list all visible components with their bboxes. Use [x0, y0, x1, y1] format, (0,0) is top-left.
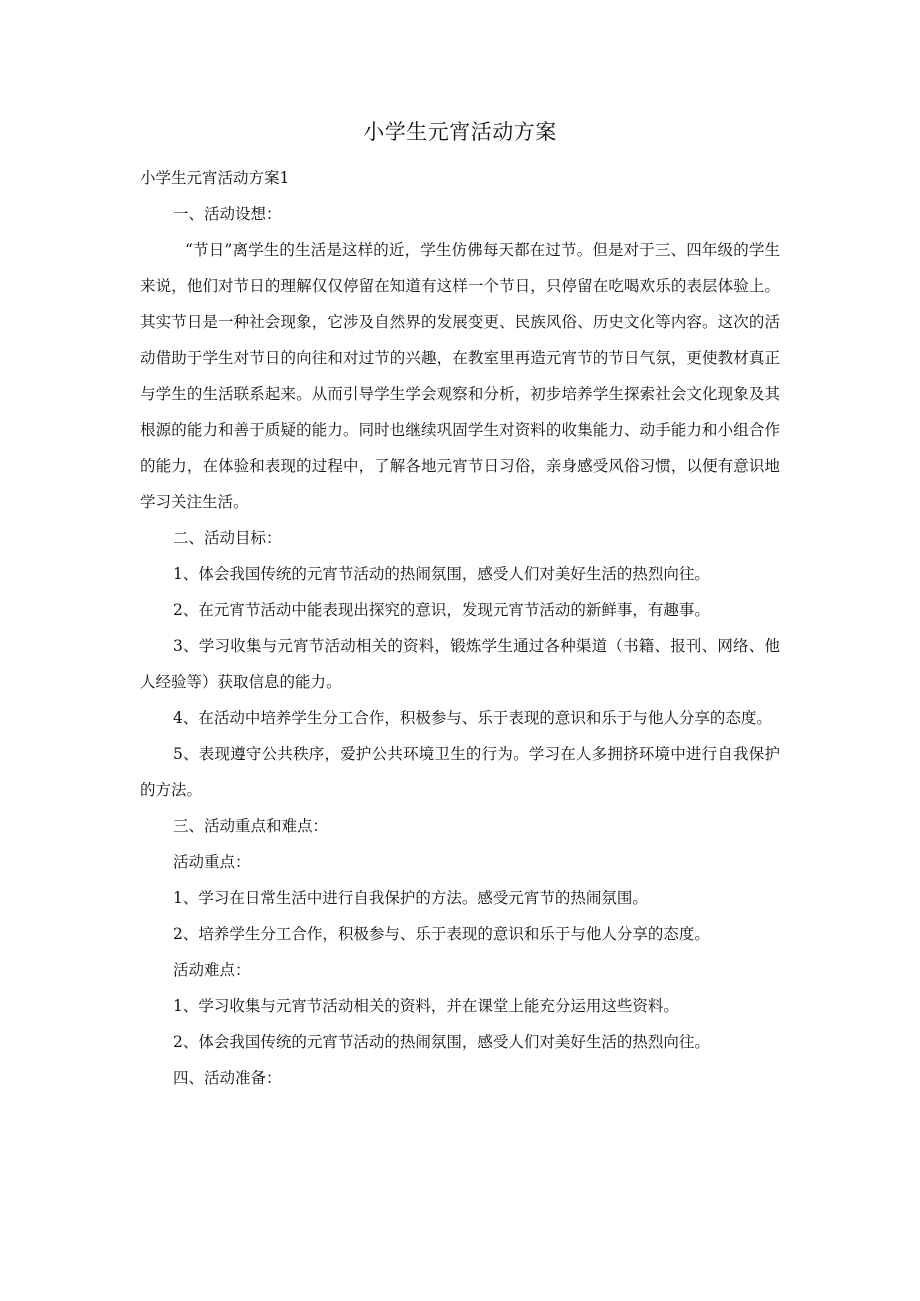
- document-body: [140, 160, 780, 1096]
- heading-preparation: 四、活动准备：: [173, 1069, 282, 1087]
- document-title: 小学生元宵活动方案: [363, 120, 557, 144]
- subheading-key-points: 活动重点：: [173, 853, 251, 871]
- goal-item-3: 3、学习收集与元宵节活动相关的资料，锻炼学生通过各种渠道（书籍、报刊、网络、他人经验等）获取信息的能力。: [140, 637, 780, 691]
- goal-item-5: 5、表现遵守公共秩序，爱护公共环境卫生的行为。学习在人多拥挤环境中进行自我保护的方法。: [140, 745, 780, 799]
- goal-item-1: 1、体会我国传统的元宵节活动的热闹氛围，感受人们对美好生活的热烈向往。: [173, 565, 710, 583]
- subheading-difficulties: 活动难点：: [173, 961, 251, 979]
- key-point-item-1: 1、学习在日常生活中进行自我保护的方法。感受元宵节的热闹氛围。: [173, 889, 648, 907]
- key-point-item-2: 2、培养学生分工合作，积极参与、乐于表现的意识和乐于与他人分享的态度。: [173, 925, 710, 943]
- goal-item-4: 4、在活动中培养学生分工合作，积极参与、乐于表现的意识和乐于与他人分享的态度。: [173, 709, 772, 727]
- paragraph-activity-idea: “节日”离学生的生活是这样的近，学生仿佛每天都在过节。但是对于三、四年级的学生来说，他们对节日的理解仅仅停留在知道有这样一个节日，只停留在吃喝欢乐的表层体验上。其实节日是一种社会现象，它涉及自然界的发展变更、民族风俗、历史文化等内容。这次的活动借助于学生对节日的向往和对过节的兴趣，在教室里再造元宵节的节日气氛，更使教材真正与学生的生活联系起来。从而引导学生学会观察和分析，初步培养学生探索社会文化现象及其根源的能力和善于质疑的能力。同时也继续巩固学生对资料的收集能力、动手能力和小组合作的能力，在体验和表现的过程中，了解各地元宵节日习俗，亲身感受风俗习惯，以便有意识地学习关注生活。: [140, 241, 780, 511]
- difficulty-item-1: 1、学习收集与元宵节活动相关的资料，并在课堂上能充分运用这些资料。: [173, 997, 679, 1015]
- heading-key-points: 三、活动重点和难点：: [173, 817, 329, 835]
- heading-activity-idea: 一、活动设想：: [173, 205, 282, 223]
- goal-item-2: 2、在元宵节活动中能表现出探究的意识，发现元宵节活动的新鲜事，有趣事。: [173, 601, 710, 619]
- heading-activity-goals: 二、活动目标：: [173, 529, 282, 547]
- section-subtitle: 小学生元宵活动方案1: [140, 169, 290, 187]
- difficulty-item-2: 2、体会我国传统的元宵节活动的热闹氛围，感受人们对美好生活的热烈向往。: [173, 1033, 710, 1051]
